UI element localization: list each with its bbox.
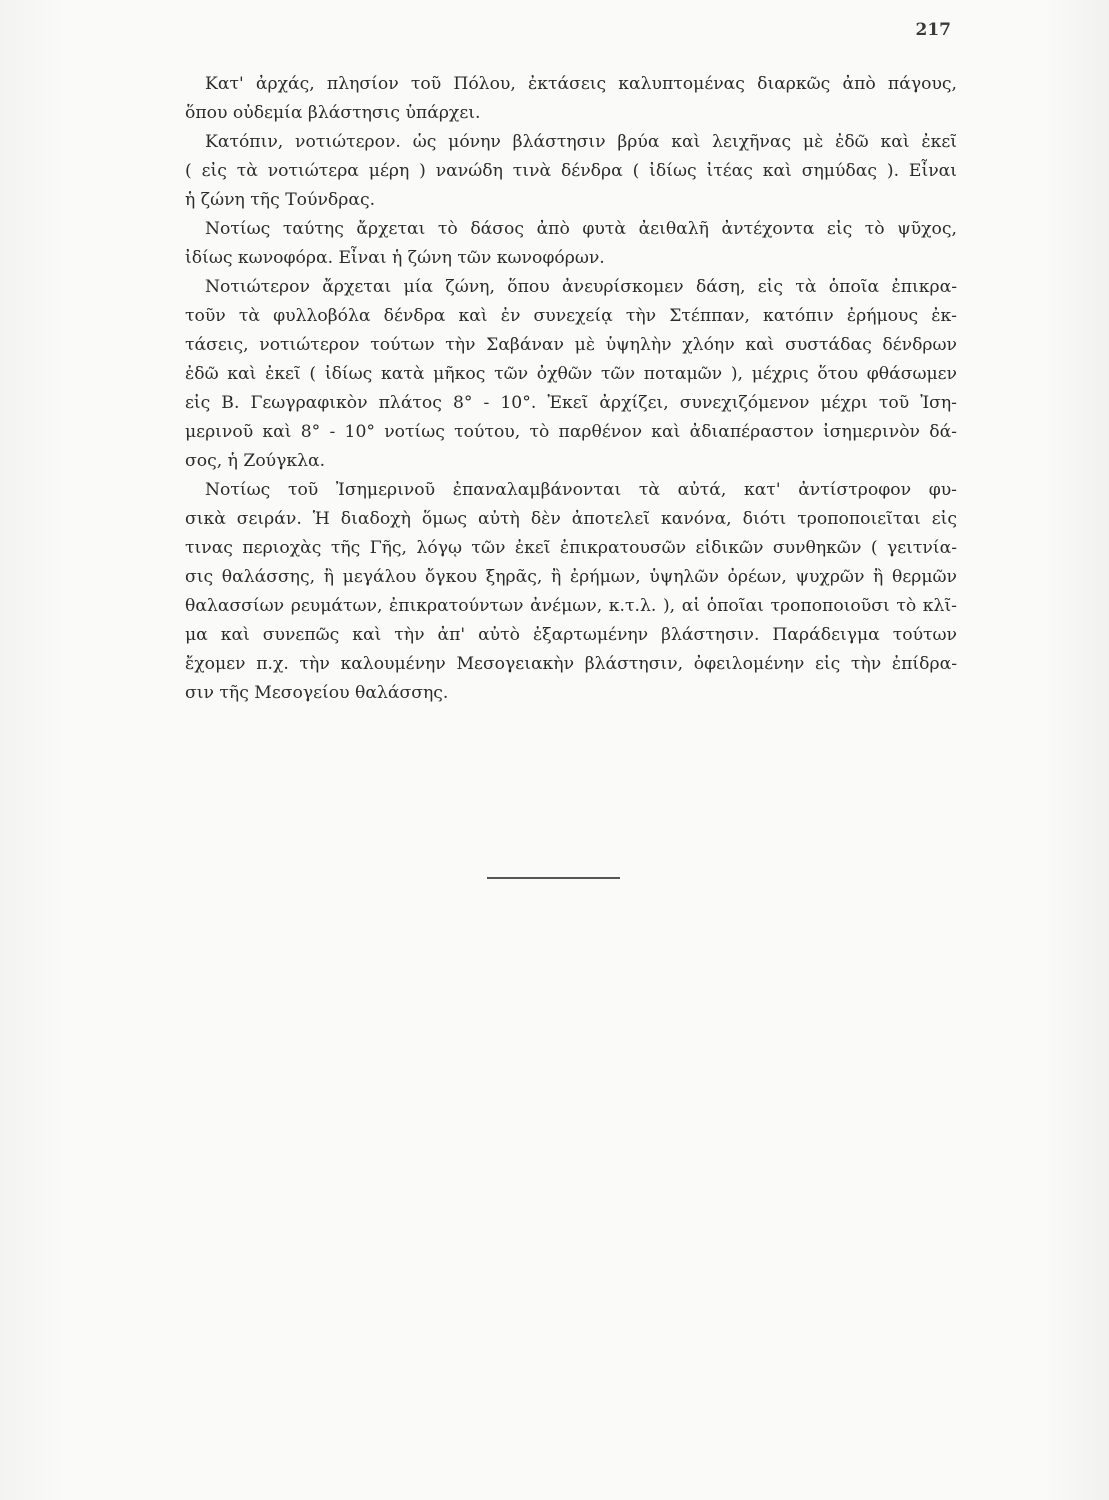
text-line: Νοτίως τοῦ Ἰσημερινοῦ ἐπαναλαμβάνονται τὰ αὐτά, κατ' ἀντίστροφον φυ- [205, 480, 957, 500]
text-line: ἰδίως κωνοφόρα. Εἶναι ἡ ζώνη τῶν κωνοφόρων. [185, 248, 605, 268]
text-line: σικὰ σειράν. Ἡ διαδοχὴ ὅμως αὐτὴ δὲν ἀποτελεῖ κανόνα, διότι τροποποιεῖται εἰς [185, 509, 957, 529]
text-line: τοῦν τὰ φυλλοβόλα δένδρα καὶ ἐν συνεχείᾳ τὴν Στέππαν, κατόπιν ἐρήμους ἐκ- [185, 306, 957, 326]
text-line: Κατ' ἀρχάς, πλησίον τοῦ Πόλου, ἐκτάσεις καλυπτομένας διαρκῶς ἀπὸ πάγους, [205, 74, 957, 94]
text-line: θαλασσίων ρευμάτων, ἐπικρατούντων ἀνέμων, κ.τ.λ. ), αἱ ὁποῖαι τροποποιοῦσι τὸ κλῖ- [185, 596, 957, 616]
text-line: τάσεις, νοτιώτερον τούτων τὴν Σαβάναν μὲ ὑψηλὴν χλόην καὶ συστάδας δένδρων [185, 335, 957, 355]
section-divider [487, 877, 620, 879]
page-number: 217 [915, 20, 951, 40]
text-line: μα καὶ συνεπῶς καὶ τὴν ἀπ' αὐτὸ ἐξαρτωμένην βλάστησιν. Παράδειγμα τούτων [185, 625, 957, 645]
text-line: μερινοῦ καὶ 8° - 10° νοτίως τούτου, τὸ παρθένον καὶ ἀδιαπέραστον ἰσημερινὸν δά- [185, 422, 957, 442]
text-line: εἰς Β. Γεωγραφικὸν πλάτος 8° - 10°. Ἐκεῖ ἀρχίζει, συνεχιζόμενον μέχρι τοῦ Ἰση- [185, 393, 957, 413]
text-line: σος, ἡ Ζούγκλα. [185, 451, 326, 471]
text-line: ἐδῶ καὶ ἐκεῖ ( ἰδίως κατὰ μῆκος τῶν ὀχθῶν τῶν ποταμῶν ), μέχρις ὅτου φθάσωμεν [185, 364, 957, 384]
text-line: ὅπου οὐδεμία βλάστησις ὑπάρχει. [185, 103, 481, 123]
text-line: σιν τῆς Μεσογείου θαλάσσης. [185, 683, 449, 703]
text-line: Κατόπιν, νοτιώτερον. ὡς μόνην βλάστησιν βρύα καὶ λειχῆνας μὲ ἐδῶ καὶ ἐκεῖ [205, 132, 957, 152]
text-line: τινας περιοχὰς τῆς Γῆς, λόγῳ τῶν ἐκεῖ ἐπικρατουσῶν εἰδικῶν συνθηκῶν ( γειτνία- [185, 538, 957, 558]
text-line: ( εἰς τὰ νοτιώτερα μέρη ) νανώδη τινὰ δένδρα ( ἰδίως ἰτέας καὶ σημύδας ). Εἶναι [185, 161, 957, 181]
text-line: ἔχομεν π.χ. τὴν καλουμένην Μεσογειακὴν βλάστησιν, ὀφειλομένην εἰς τὴν ἐπίδρα- [185, 654, 957, 674]
text-line: σις θαλάσσης, ἢ μεγάλου ὄγκου ξηρᾶς, ἢ ἐρήμων, ὑψηλῶν ὀρέων, ψυχρῶν ἢ θερμῶν [185, 567, 957, 587]
body-text [185, 70, 957, 708]
text-line: ἡ ζώνη τῆς Τούνδρας. [185, 190, 376, 210]
text-line: Νοτίως ταύτης ἄρχεται τὸ δάσος ἀπὸ φυτὰ ἀειθαλῆ ἀντέχοντα εἰς τὸ ψῦχος, [205, 219, 957, 239]
text-line: Νοτιώτερον ἄρχεται μία ζώνη, ὅπου ἀνευρίσκομεν δάση, εἰς τὰ ὁποῖα ἐπικρα- [205, 277, 957, 297]
